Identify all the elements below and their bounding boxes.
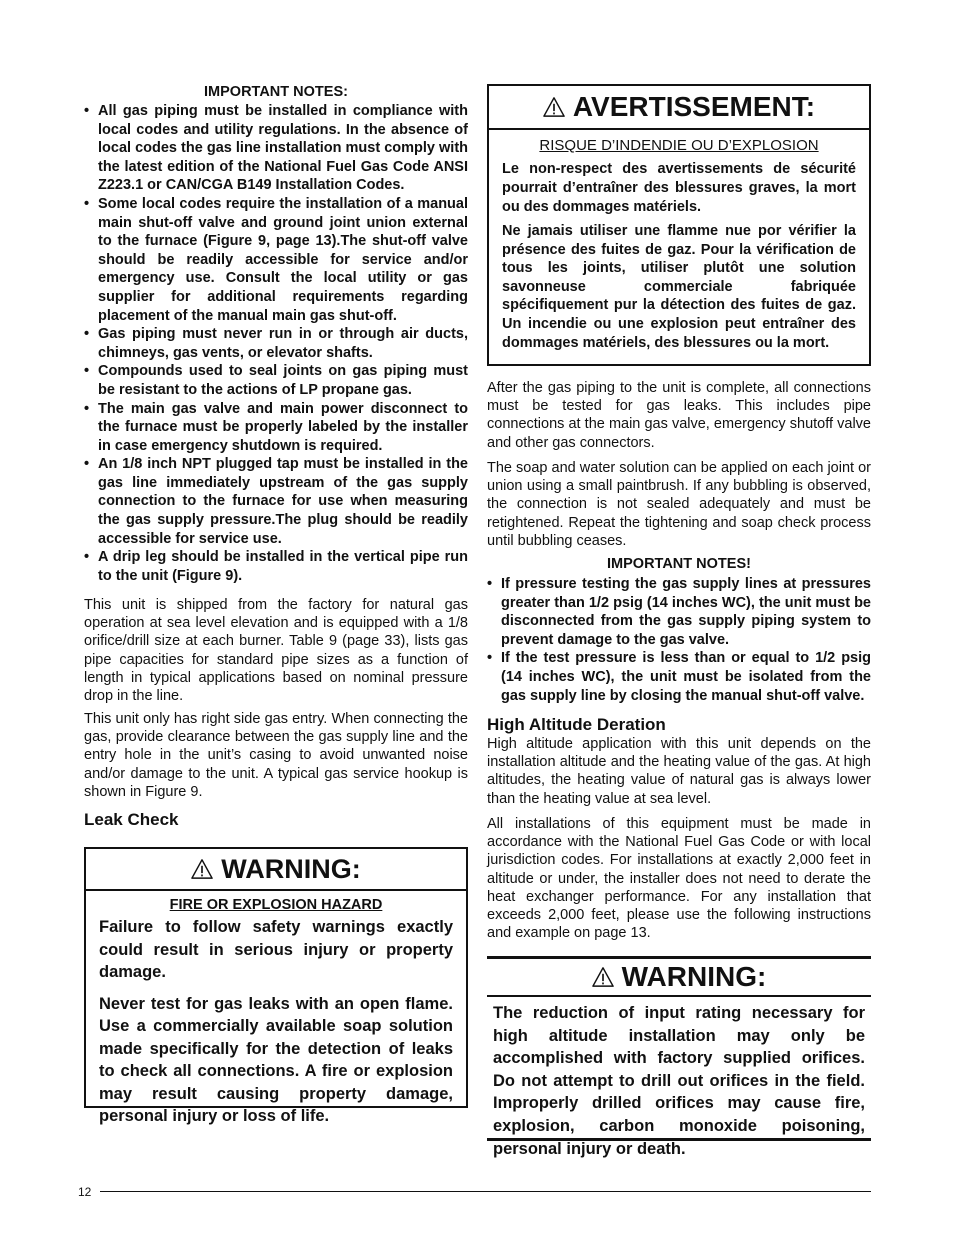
warning-title: WARNING: [221,853,361,884]
list-item: • A drip leg should be installed in the vertical pipe run to the unit (Figure 9). [84,548,468,585]
warning-text-2: Never test for gas leaks with an open flame. Use a commercially available soap solution made specifically for the detection of leaks to check all connections. A fire or explosion may result causing property damage, personal injury or loss of life. [99,994,453,1125]
altitude-paragraph-2: All installations of this equipment must be made in accordance with the National Fuel Gas Code or with local jurisdiction codes. For installations at exactly 2,000 feet in altitude or under, the installer does not need to derate the heat exchanger performance. For any installation that exceeds 2,000 feet, please use the following instructions and example on page 13. [487,816,871,942]
list-item: • Compounds used to seal joints on gas piping must be resistant to the actions of LP propane gas. [84,362,468,399]
warning-triangle-icon [543,96,565,118]
list-item: • If pressure testing the gas supply lines at pressures greater than 1/2 psig (14 inches WC), the unit must be disconnected from the gas supply piping system to prevent damage to the gas valve. [487,575,871,649]
leak-check-heading: Leak Check [84,810,179,829]
avertissement-subtitle: RISQUE D’INDENDIE OU D’EXPLOSION [539,137,819,154]
warning-title-2: WARNING: [621,961,767,992]
avertissement-text-1: Le non-respect des avertissements de sécurité pourrait d’entraîner des blessures graves, la mort ou des dommages matériels. [502,161,856,215]
altitude-paragraph-1: High altitude application with this unit depends on the installation altitude and the heating value of the gas. At high altitudes, the heating value of natural gas is always lower than the heating value at sea level. [487,736,871,807]
list-item: • An 1/8 inch NPT plugged tap must be installed in the gas line immediately upstream of the gas supply connection to the furnace for use when measuring the gas supply pressure.The plug should be readily accessible for service use. [84,455,468,548]
warning-text-altitude: The reduction of input rating necessary for high altitude installation may only be accomplished with factory supplied orifices. Do not attempt to drill out orifices in the field. Improperly drilled orifices may cause fire, explosion, carbon monoxide poisoning, personal injury or death. [493,1004,865,1158]
important-notes-list [84,102,468,585]
list-item: • If the test pressure is less than or equal to 1/2 psig (14 inches WC), the unit must be isolated from the gas supply line by closing the manual shut-off valve. [487,649,871,705]
warning-triangle-icon [592,966,614,988]
list-item: • The main gas valve and main power disconnect to the furnace must be properly labeled by the installer in case emergency shutdown is required. [84,400,468,456]
page-number: 12 [78,1185,92,1199]
list-item: • Gas piping must never run in or through air ducts, chimneys, gas vents, or elevator shafts. [84,325,468,362]
warning-box-altitude [487,956,871,1158]
warning-triangle-icon [191,858,213,880]
footer-rule [100,1191,871,1192]
warning-header [86,849,466,891]
high-altitude-heading: High Altitude Deration [487,715,666,734]
leak-test-paragraph: After the gas piping to the unit is complete, all connections must be tested for gas leaks. This includes pipe connections at the main gas valve, emergency shutoff valve and other gas connectors. [487,380,871,451]
list-item: • All gas piping must be installed in compliance with local codes and utility regulations. In the absence of local codes the gas line installation must comply with the latest edition of the National Fuel Gas Code ANSI Z223.1 or CAN/CGA B149 Installation Codes. [84,102,468,195]
warning-box-fire [84,847,468,1125]
warning-header-2 [487,959,871,997]
avertissement-header [489,86,869,130]
list-item: • Some local codes require the installation of a manual main shut-off valve and ground joint union external to the furnace (Figure 9, page 13).The shut-off valve should be readily accessible for service and/or emergency use. Consult the local utility or gas supplier for additional requirements regarding placement of the manual main gas shut-off. [84,195,468,325]
important-notes-title: IMPORTANT NOTES: [204,84,348,100]
warning-subtitle: FIRE OR EXPLOSION HAZARD [169,897,383,913]
gas-entry-paragraph: This unit only has right side gas entry. When connecting the gas, provide clearance between the gas supply line and the entry hole in the unit’s casing to avoid unwanted noise and/or damage to the unit. A typical gas service hookup is shown in Figure 9. [84,711,468,800]
avertissement-text-2: Ne jamais utiliser une flamme nue por vérifier la présence des fuites de gaz. Pour la vérification de tous les joints, utiliser plutôt une solution savonneuse commerciale fabriquée spécifiquement pur la détection des fuites de gaz. Un incendie ou une explosion peut entraîner des dommages matériels, des blessures ou la mort. [502,223,856,351]
soap-solution-paragraph: The soap and water solution can be applied on each joint or union using a small paintbrush. If any bubbling is observed, the connection is not sealed adequately and must be retightened. Repeat the tightening and soap check process until bubbling ceases. [487,460,871,549]
warning-text-1: Failure to follow safety warnings exactly could result in serious injury or property damage. [99,918,453,981]
gas-supply-paragraph: This unit is shipped from the factory for natural gas operation at sea level elevation and is equipped with a 1/8 orifice/drill size at each burner. Table 9 (page 33), lists gas pipe capacities for standard pipe sizes as a function of length in typical applications based on nominal pressure drop in the line. [84,597,468,705]
important-notes-title-2: IMPORTANT NOTES! [607,556,751,572]
avertissement-box [487,84,871,366]
avertissement-title: AVERTISSEMENT: [572,91,816,122]
important-notes-list-2 [487,575,871,705]
